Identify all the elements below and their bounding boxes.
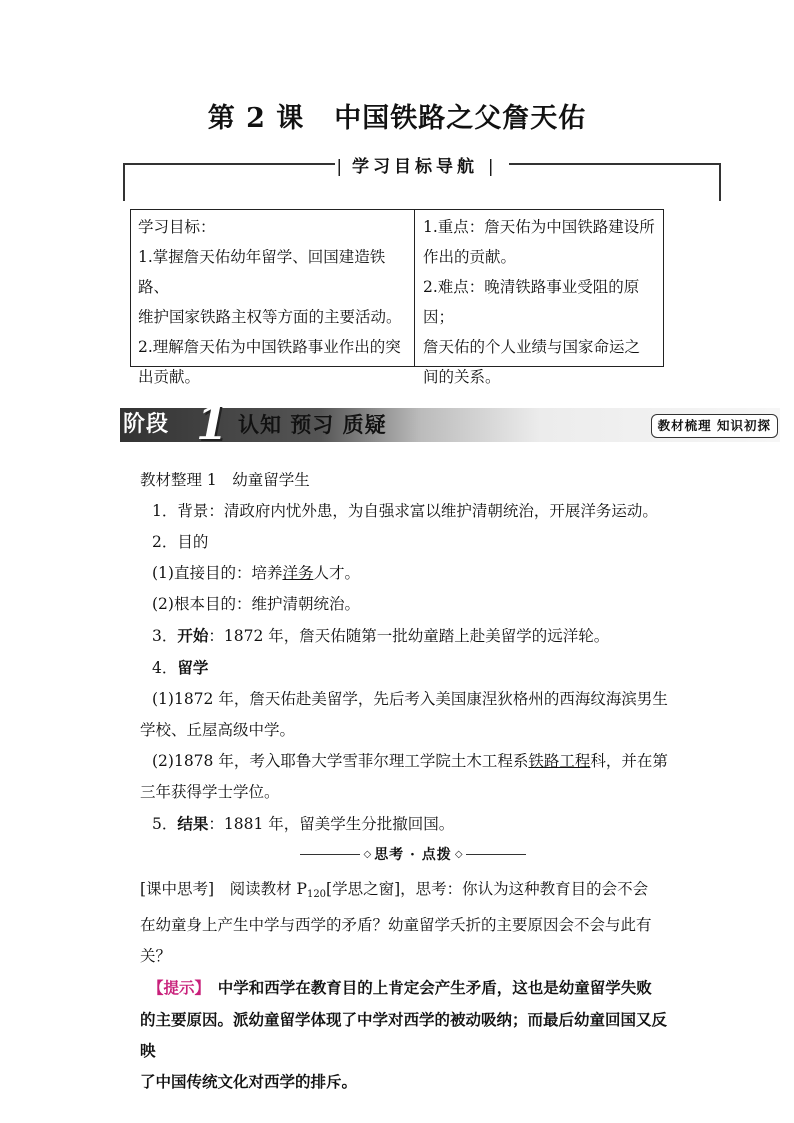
paragraph: (2)根本目的：维护清朝统治。 [152,595,360,613]
paragraph: 1．背景：清政府内忧外患，为自强求富以维护清朝统治，开展洋务运动。 [152,502,658,520]
question-line: 在幼童身上产生中学与西学的矛盾？幼童留学夭折的主要原因会不会与此有关？ [140,916,652,965]
lesson-name: 中国铁路之父詹天佑 [334,103,587,134]
stage-number: 1 [196,396,229,450]
goals-line: 学习目标： [138,218,216,236]
diamond-icon: ◇ [363,848,372,860]
diamond-icon: ◇ [454,848,463,860]
paragraph: 2．目的 [152,533,209,551]
stage-label: 阶段 [123,412,170,437]
lesson-number: 第 2 课 [207,103,305,134]
section-body [140,465,676,840]
nav-header-label: | 学习目标导航 | [336,157,494,177]
learning-goals-table [130,209,664,386]
key-point-line: 詹天佑的个人业绩与国家命运之 [423,338,641,356]
paragraph: (1)1872 年，詹天佑赴美留学，先后考入美国康涅狄格州的西海纹海滨男生 [152,690,668,708]
goals-line: 出贡献。 [138,368,201,386]
paragraph: 5．结果：1881 年，留美学生分批撤回国。 [152,814,455,833]
think-section [140,874,676,1097]
question-line: [课中思考] 阅读教材 $P_{120}$[学思之窗]，思考：你认为这种教育目的会不会 [140,880,649,900]
paragraph: (1)直接目的：培养洋务人才。 [152,564,360,582]
key-point-line: 2.难点：晚清铁路事业受阻的原因； [423,278,640,326]
stage-tag: 教材梳理 知识初探 [651,414,778,438]
goals-cell [131,210,415,386]
goals-line: 维护国家铁路主权等方面的主要活动。 [138,308,402,326]
goals-line: 1.掌握詹天佑幼年留学、回国建造铁路、 [138,248,386,296]
paragraph: 学校、丘屋高级中学。 [140,721,296,739]
key-point-line: 作出的贡献。 [423,248,517,266]
goals-line: 2.理解詹天佑为中国铁路事业作出的突 [138,338,401,356]
paragraph: 三年获得学士学位。 [140,783,280,801]
page-title [0,96,794,135]
key-point-line: 间的关系。 [423,368,501,386]
stage-banner [120,396,780,450]
think-divider: ◇ 思考 · 点拨 ◇ [300,844,526,864]
hint-line: 【提示】 中学和西学在教育目的上肯定会产生矛盾，这也是幼童留学失败 [148,978,652,997]
hint-label: 【提示】 [148,978,203,997]
key-points-cell [415,210,663,386]
stage-heading: 认知 预习 质疑 [238,412,387,437]
hint-line: 的主要原因。派幼童留学体现了中学对西学的被动吸纳；而最后幼童回国又反映 [140,1010,668,1060]
key-point-line: 1.重点：詹天佑为中国铁路建设所 [423,218,655,236]
hint-line: 了中国传统文化对西学的排斥。 [140,1072,358,1091]
paragraph: 3．开始：1872 年，詹天佑随第一批幼童踏上赴美留学的远洋轮。 [152,626,610,645]
section-title: 教材整理 1 幼童留学生 [140,471,310,489]
paragraph: 4．留学 [152,658,209,677]
paragraph: (2)1878 年，考入耶鲁大学雪菲尔理工学院土木工程系铁路工程科，并在第 [152,752,668,770]
